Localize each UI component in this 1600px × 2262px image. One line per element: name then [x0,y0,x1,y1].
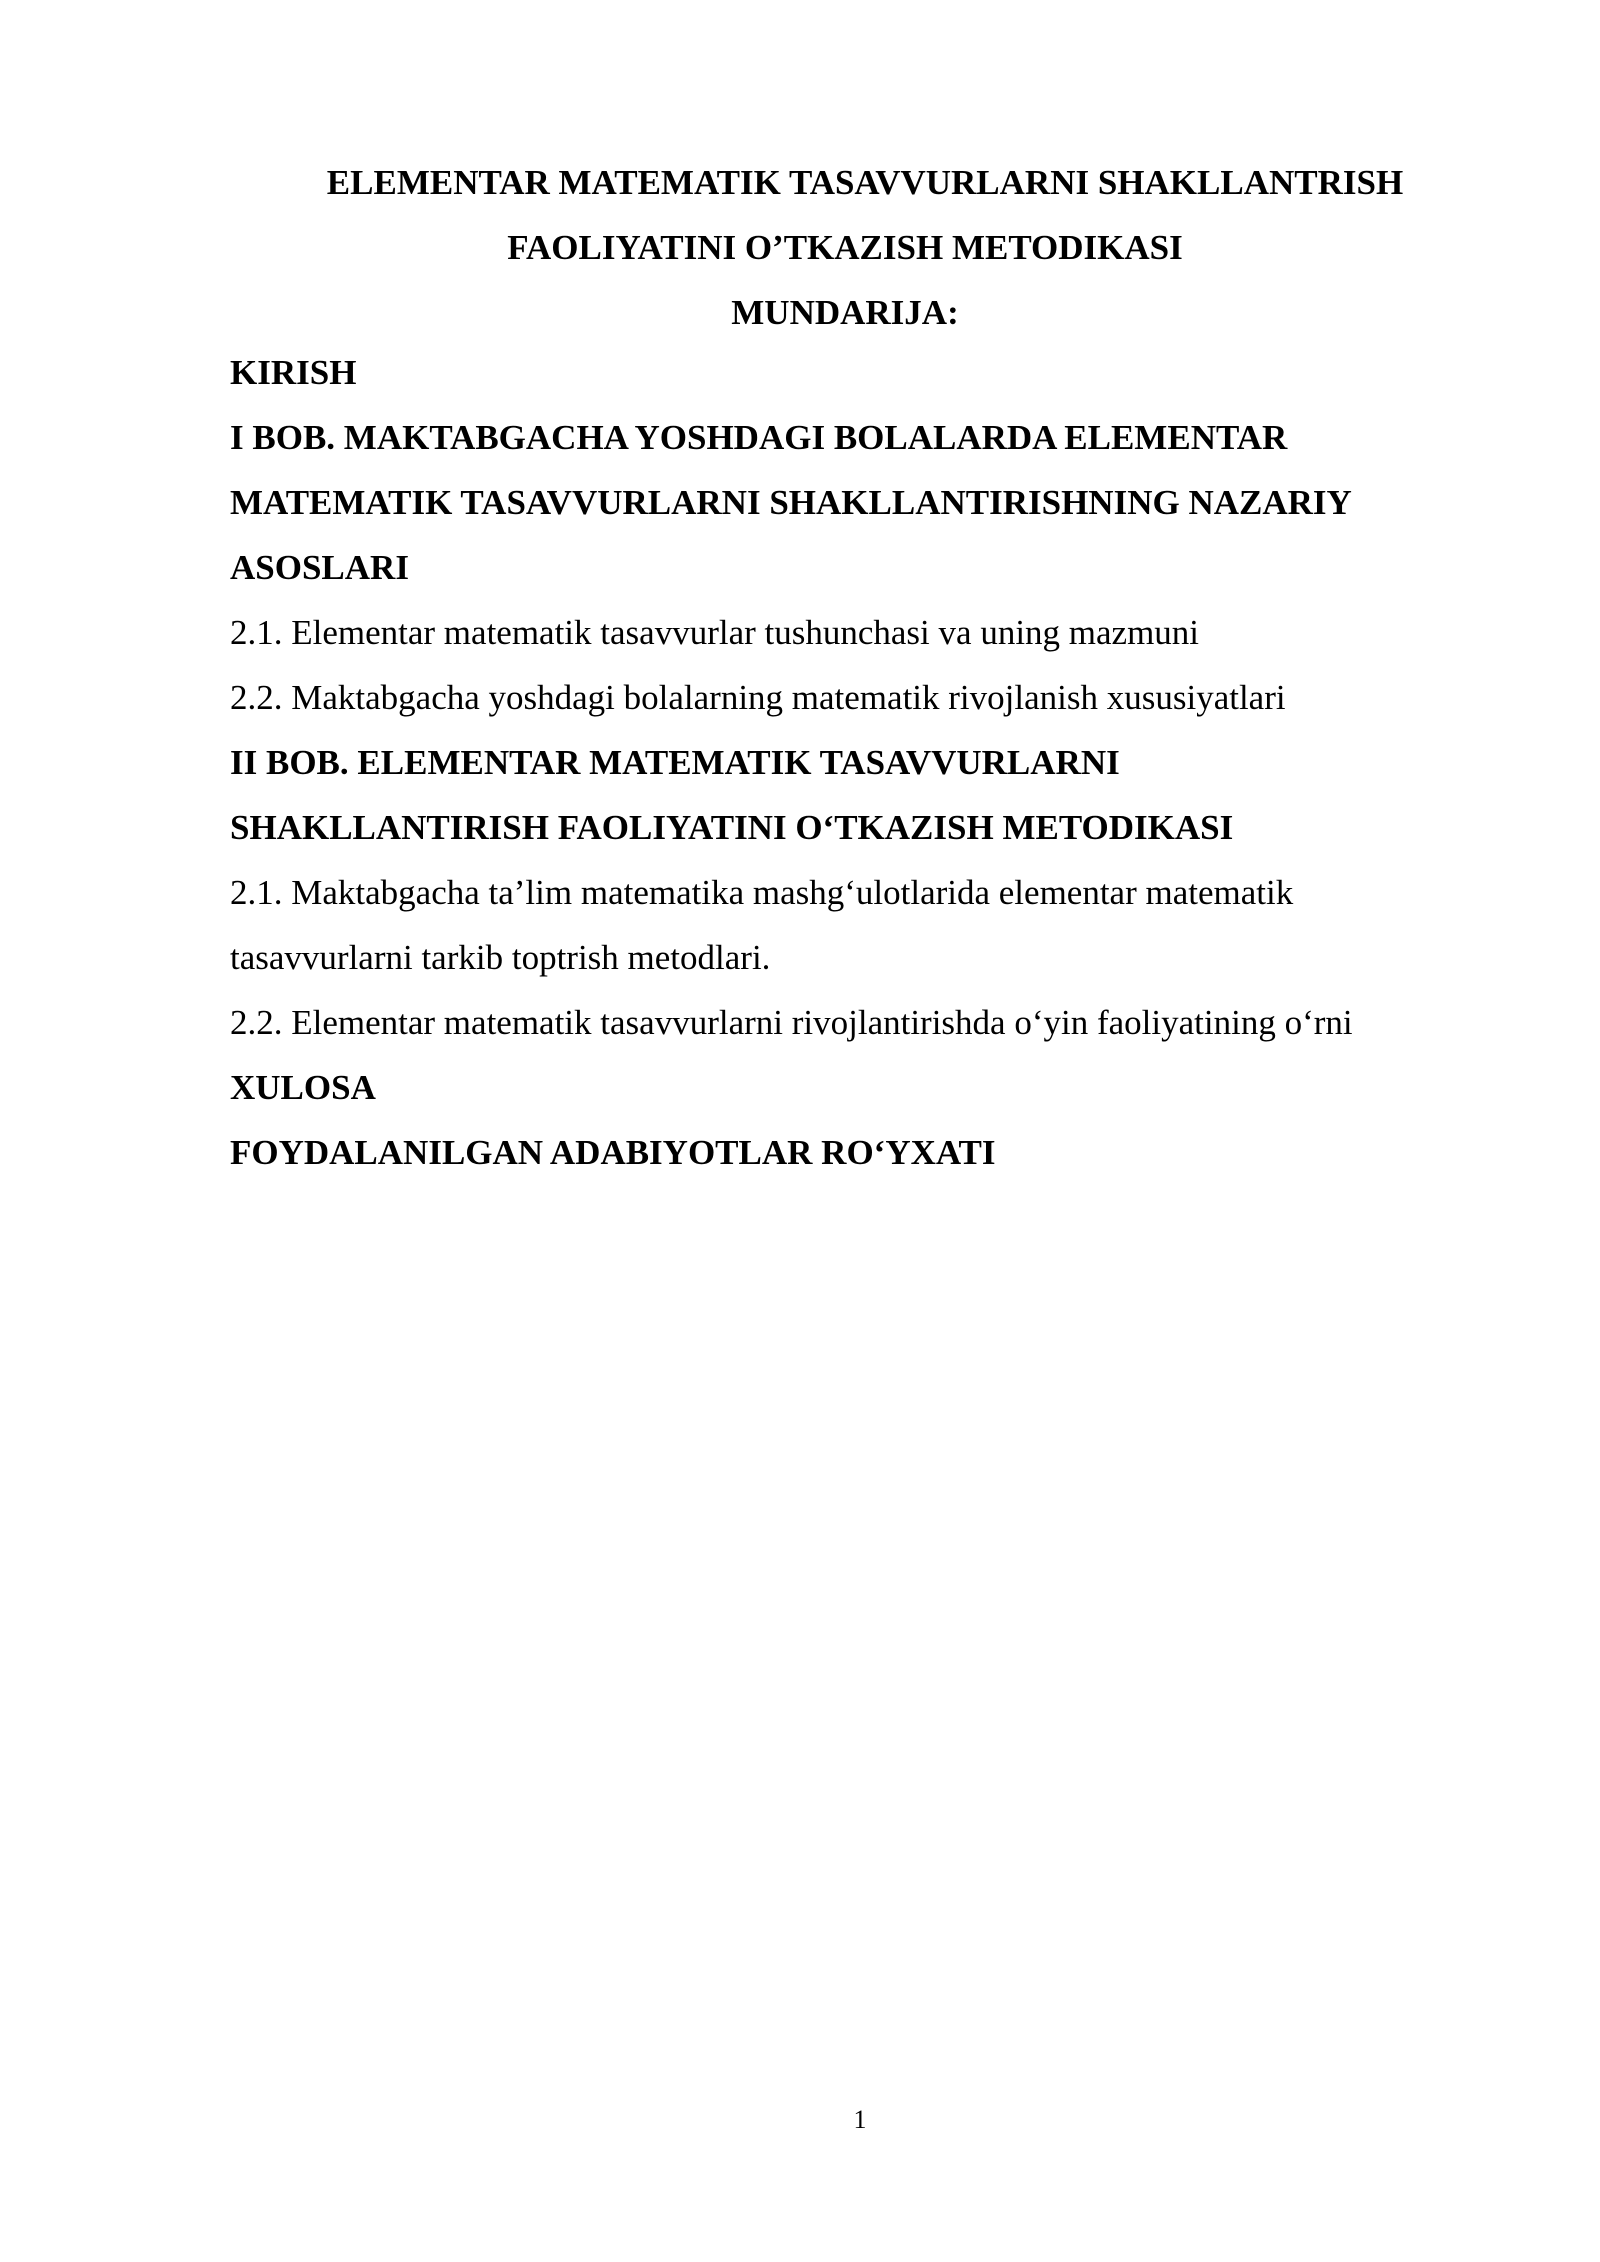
document-title-line-1: ELEMENTAR MATEMATIK TASAVVURLARNI SHAKLLANTRISH [326,163,1404,202]
toc-entry-introduction: KIRISH [230,353,357,392]
toc-entry-conclusion: XULOSA [230,1068,376,1107]
title-block [230,150,1460,345]
toc-entry-section-2-1-line-1: 2.1. Maktabgacha ta’lim matematika mashg‘ulotlarida elementar matematik [230,873,1294,912]
toc-entry-chapter-2-line-1: II BOB. ELEMENTAR MATEMATIK TASAVVURLARNI [230,743,1120,782]
toc-entry-references: FOYDALANILGAN ADABIYOTLAR RO‘YXATI [230,1133,996,1172]
page-number: 1 [853,2105,867,2134]
table-of-contents [230,340,1490,1185]
toc-entry-chapter-1-line-1: I BOB. MAKTABGACHA YOSHDAGI BOLALARDA ELEMENTAR [230,418,1288,457]
toc-entry-section-1-1: 2.1. Elementar matematik tasavvurlar tushunchasi va uning mazmuni [230,613,1200,652]
toc-entry-section-2-2: 2.2. Elementar matematik tasavvurlarni rivojlantirishda o‘yin faoliyatining o‘rni [230,1003,1353,1042]
toc-entry-section-2-1-line-2: tasavvurlarni tarkib toptrish metodlari. [230,938,771,977]
toc-entry-chapter-1-line-3: ASOSLARI [230,548,409,587]
contents-heading: MUNDARIJA: [731,293,959,332]
toc-entry-chapter-1-line-2: MATEMATIK TASAVVURLARNI SHAKLLANTIRISHNING NAZARIY [230,483,1352,522]
document-title-line-2: FAOLIYATINI O’TKAZISH METODIKASI [507,228,1183,267]
toc-entry-section-1-2: 2.2. Maktabgacha yoshdagi bolalarning matematik rivojlanish xususiyatlari [230,678,1286,717]
toc-entry-chapter-2-line-2: SHAKLLANTIRISH FAOLIYATINI O‘TKAZISH METODIKASI [230,808,1234,847]
